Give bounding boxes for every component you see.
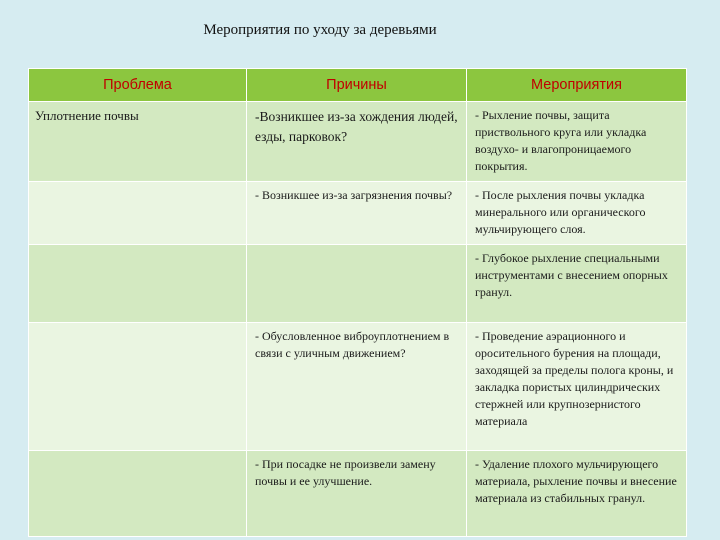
cause-cell: - Обусловленное виброуплотнением в связи с уличным движением? xyxy=(247,323,467,451)
header-problem: Проблема xyxy=(29,69,247,102)
header-measures: Мероприятия xyxy=(467,69,687,102)
table-header-row xyxy=(29,69,687,102)
problem-cell xyxy=(29,182,247,245)
measure-cell: - Удаление плохого мульчирующего материала, рыхление почвы и внесение материала из стабильных гранул. xyxy=(467,451,687,537)
care-measures-table xyxy=(28,68,687,537)
page-title: Мероприятия по уходу за деревьями xyxy=(203,22,437,38)
problem-cell: Уплотнение почвы xyxy=(29,102,247,182)
table-row xyxy=(29,102,687,182)
problem-cell xyxy=(29,451,247,537)
measure-cell: - После рыхления почвы укладка минерального или органического мульчирующего слоя. xyxy=(467,182,687,245)
cause-cell xyxy=(247,245,467,323)
measure-cell: - Рыхление почвы, защита приствольного круга или укладка воздухо- и влагопроницаемого покрытия. xyxy=(467,102,687,182)
header-causes: Причины xyxy=(247,69,467,102)
measure-cell: - Глубокое рыхление специальными инструментами с внесением опорных гранул. xyxy=(467,245,687,323)
cause-cell: - Возникшее из-за загрязнения почвы? xyxy=(247,182,467,245)
cause-cell: - При посадке не произвели замену почвы и ее улучшение. xyxy=(247,451,467,537)
table-row xyxy=(29,245,687,323)
problem-cell xyxy=(29,245,247,323)
table-row xyxy=(29,451,687,537)
problem-cell xyxy=(29,323,247,451)
measure-cell: - Проведение аэрационного и оросительного бурения на площади, заходящей за пределы полога кроны, и закладка пористых цилиндрических стержней или крупнозернистого материала xyxy=(467,323,687,451)
table-row xyxy=(29,323,687,451)
table-row xyxy=(29,182,687,245)
cause-cell: -Возникшее из-за хождения людей, езды, парковок? xyxy=(247,102,467,182)
